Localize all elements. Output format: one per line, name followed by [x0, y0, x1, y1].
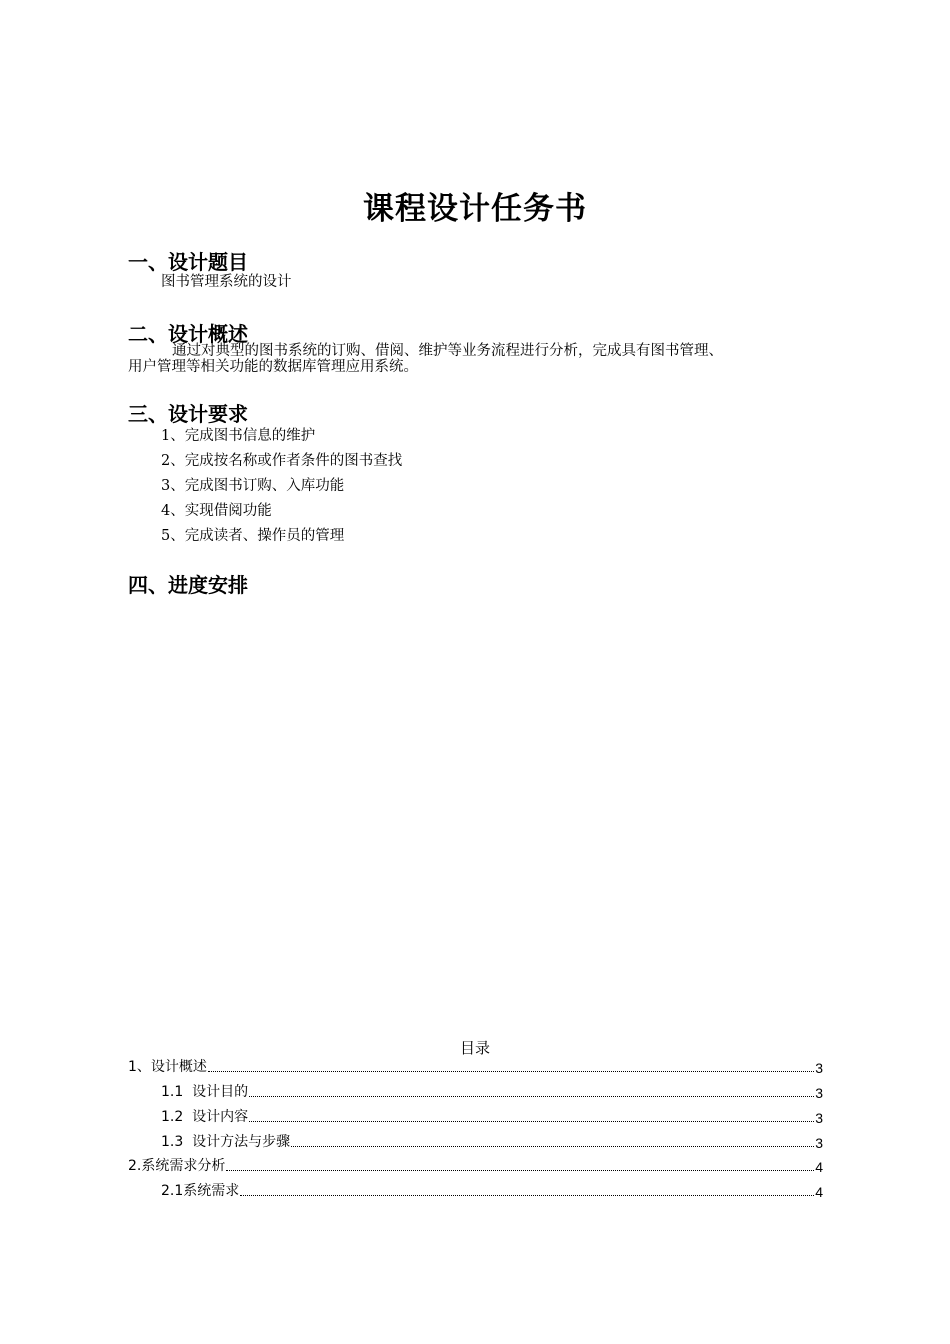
toc-entry-page: 3 — [815, 1110, 823, 1126]
toc-title: 目录 — [459, 1039, 490, 1057]
toc-leader-dots — [226, 1170, 814, 1171]
section-heading-topic: 一、设计题目 — [128, 250, 248, 274]
toc-entry[interactable] — [161, 1108, 823, 1126]
toc-entry-label: 2.1系统需求 — [161, 1183, 240, 1199]
toc-entry-page: 4 — [815, 1159, 823, 1175]
toc-entry-label: 1.3 设计方法与步骤 — [161, 1134, 291, 1150]
requirement-item: 4、实现借阅功能 — [161, 503, 272, 519]
toc-entry-label: 1、设计概述 — [128, 1059, 207, 1075]
section-heading-schedule: 四、进度安排 — [128, 573, 248, 597]
toc-entry-label: 1.2 设计内容 — [161, 1109, 249, 1125]
toc-entry-page: 4 — [815, 1184, 823, 1200]
requirement-item: 2、完成按名称或作者条件的图书查找 — [161, 453, 403, 469]
toc-entry-label: 2.系统需求分析 — [128, 1158, 226, 1174]
overview-line-1: 通过对典型的图书系统的订购、借阅、维护等业务流程进行分析，完成具有图书管理、 — [172, 343, 723, 359]
toc-entry-page: 3 — [815, 1085, 823, 1101]
toc-leader-dots — [291, 1146, 814, 1147]
toc-entry[interactable] — [128, 1058, 823, 1076]
toc-entry[interactable] — [128, 1157, 823, 1175]
toc-entry[interactable] — [161, 1083, 823, 1101]
requirement-item: 1、完成图书信息的维护 — [161, 428, 316, 444]
requirement-item: 3、完成图书订购、入库功能 — [161, 478, 345, 494]
toc-entry[interactable] — [161, 1182, 823, 1200]
toc-entry[interactable] — [161, 1133, 823, 1151]
document-title: 课程设计任务书 — [363, 191, 587, 227]
toc-leader-dots — [208, 1071, 814, 1072]
toc-leader-dots — [249, 1121, 814, 1122]
section-heading-requirements: 三、设计要求 — [128, 402, 248, 426]
toc-entry-label: 1.1 设计目的 — [161, 1084, 249, 1100]
section-heading-overview: 二、设计概述 — [128, 322, 248, 346]
toc-entry-page: 3 — [815, 1060, 823, 1076]
topic-text: 图书管理系统的设计 — [161, 274, 292, 290]
requirement-item: 5、完成读者、操作员的管理 — [161, 528, 345, 544]
overview-line-2: 用户管理等相关功能的数据库管理应用系统。 — [128, 359, 418, 375]
toc-entry-page: 3 — [815, 1135, 823, 1151]
toc-leader-dots — [249, 1096, 814, 1097]
toc-leader-dots — [240, 1195, 814, 1196]
